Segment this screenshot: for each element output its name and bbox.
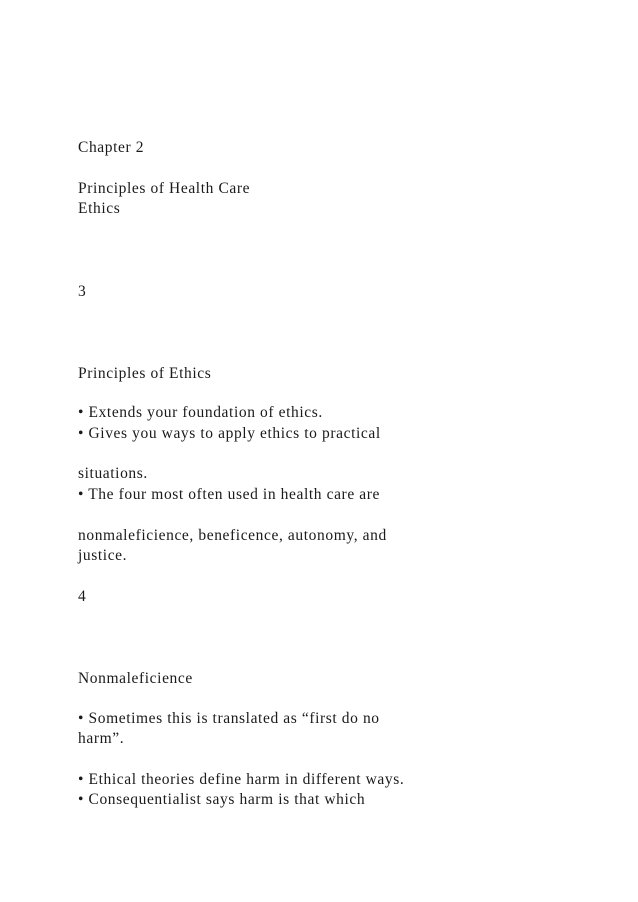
bullet-four-line-2: nonmaleficience, beneficence, autonomy, and: [78, 527, 387, 544]
bullet-gives-line-1: • Gives you ways to apply ethics to practical: [78, 425, 381, 442]
slide-number-4: 4: [78, 588, 87, 605]
bullet-consequentialist: • Consequentialist says harm is that which: [78, 791, 366, 808]
bullet-four-line-3: justice.: [78, 547, 128, 564]
bullet-four-line-1: • The four most often used in health care are: [78, 486, 380, 503]
bullet-translated-line-2: harm”.: [78, 730, 125, 747]
title-line-1: Principles of Health Care: [78, 180, 251, 197]
bullet-extends: • Extends your foundation of ethics.: [78, 404, 323, 421]
bullet-theories: • Ethical theories define harm in different ways.: [78, 771, 405, 788]
title-line-2: Ethics: [78, 200, 121, 217]
bullet-gives-line-2: situations.: [78, 465, 148, 482]
bullet-translated-line-1: • Sometimes this is translated as “first do no: [78, 710, 380, 727]
chapter-label: Chapter 2: [78, 139, 145, 156]
section-heading-nonmaleficience: Nonmaleficience: [78, 670, 193, 687]
section-heading-principles: Principles of Ethics: [78, 365, 212, 382]
slide-number-3: 3: [78, 283, 87, 300]
